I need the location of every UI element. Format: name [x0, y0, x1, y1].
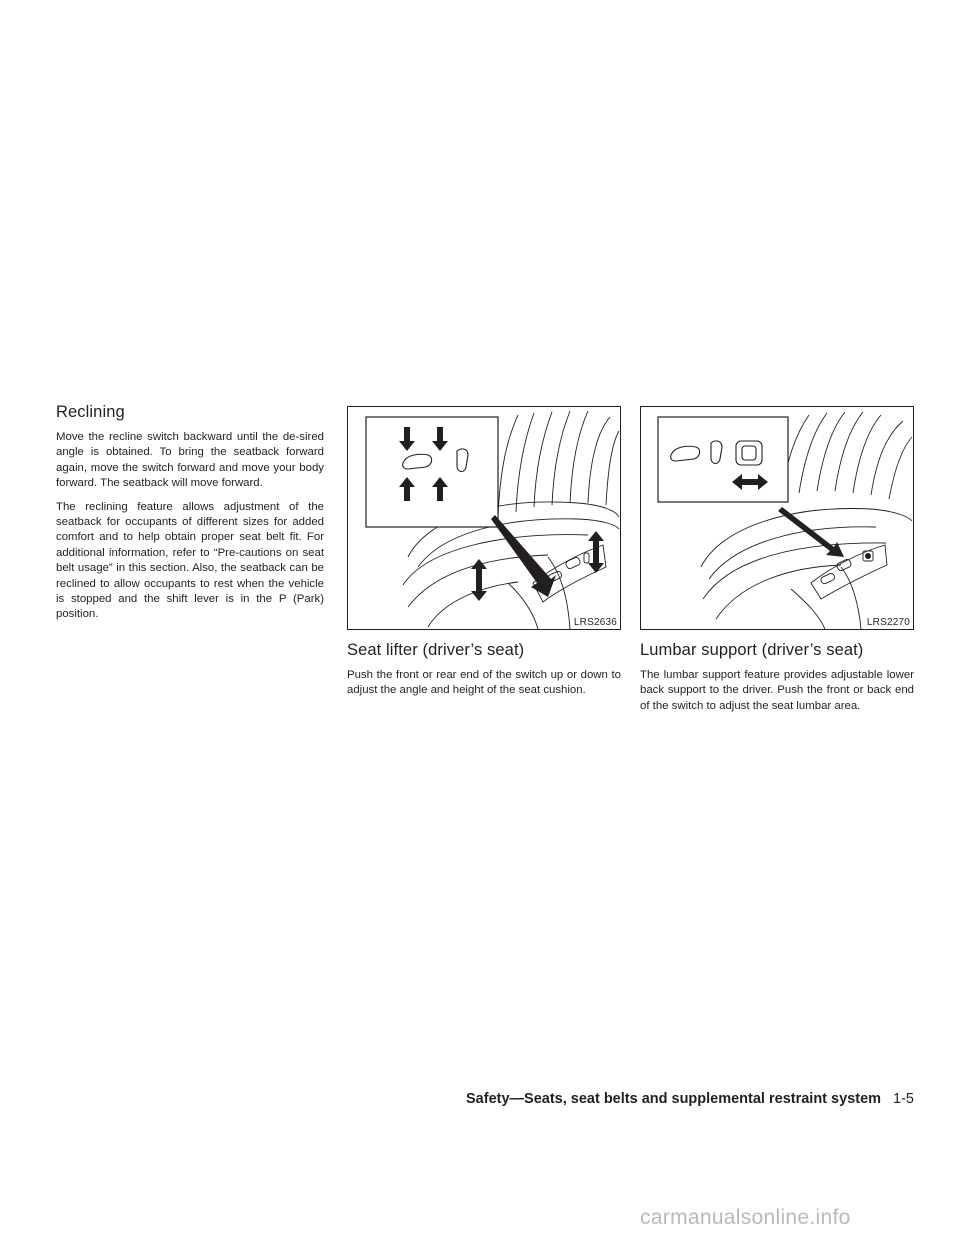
reclining-paragraph-1: Move the recline switch backward until the de-sired angle is obtained. To bring the seatback forward again, move the switch forward and move your body forward. The seatback will move forward.: [56, 431, 324, 490]
seat-lifter-paragraph: Push the front or rear end of the switch up or down to adjust the angle and height of the seat cushion.: [347, 669, 621, 697]
seat-lifter-illustration: [348, 407, 620, 629]
reclining-section: [56, 402, 324, 631]
lumbar-heading: Lumbar support (driver’s seat): [640, 641, 864, 659]
footer-section-title: Safety—Seats, seat belts and supplemental restraint system: [466, 1091, 882, 1107]
seat-lifter-section: [347, 406, 621, 707]
lumbar-illustration: [641, 407, 913, 629]
lumbar-figure-code: LRS2270: [866, 617, 910, 628]
lumbar-section: [640, 406, 914, 722]
seat-lifter-heading: Seat lifter (driver’s seat): [347, 641, 525, 659]
watermark: carmanualsonline.info: [640, 1206, 851, 1229]
reclining-heading: Reclining: [56, 403, 125, 421]
seat-lifter-figure-code: LRS2636: [573, 617, 617, 628]
reclining-paragraph-2: The reclining feature allows adjustment of the seatback for occupants of different sizes for added comfort and to help obtain proper seat belt fit. For additional information, refer to “Pre-cautions on seat belt usage” in this section. Also, the seatback can be reclined to allow occupants to rest when the vehicle is stopped and the shift lever is in the P (Park) position.: [56, 500, 324, 621]
seat-lifter-figure: [347, 406, 621, 630]
page-number: 1-5: [893, 1091, 914, 1107]
lumbar-figure: [640, 406, 914, 630]
lumbar-paragraph: The lumbar support feature provides adjustable lower back support to the driver. Push the front or back end of the switch to adjust the seat lumbar area.: [640, 669, 914, 712]
page-footer: [466, 1091, 914, 1107]
